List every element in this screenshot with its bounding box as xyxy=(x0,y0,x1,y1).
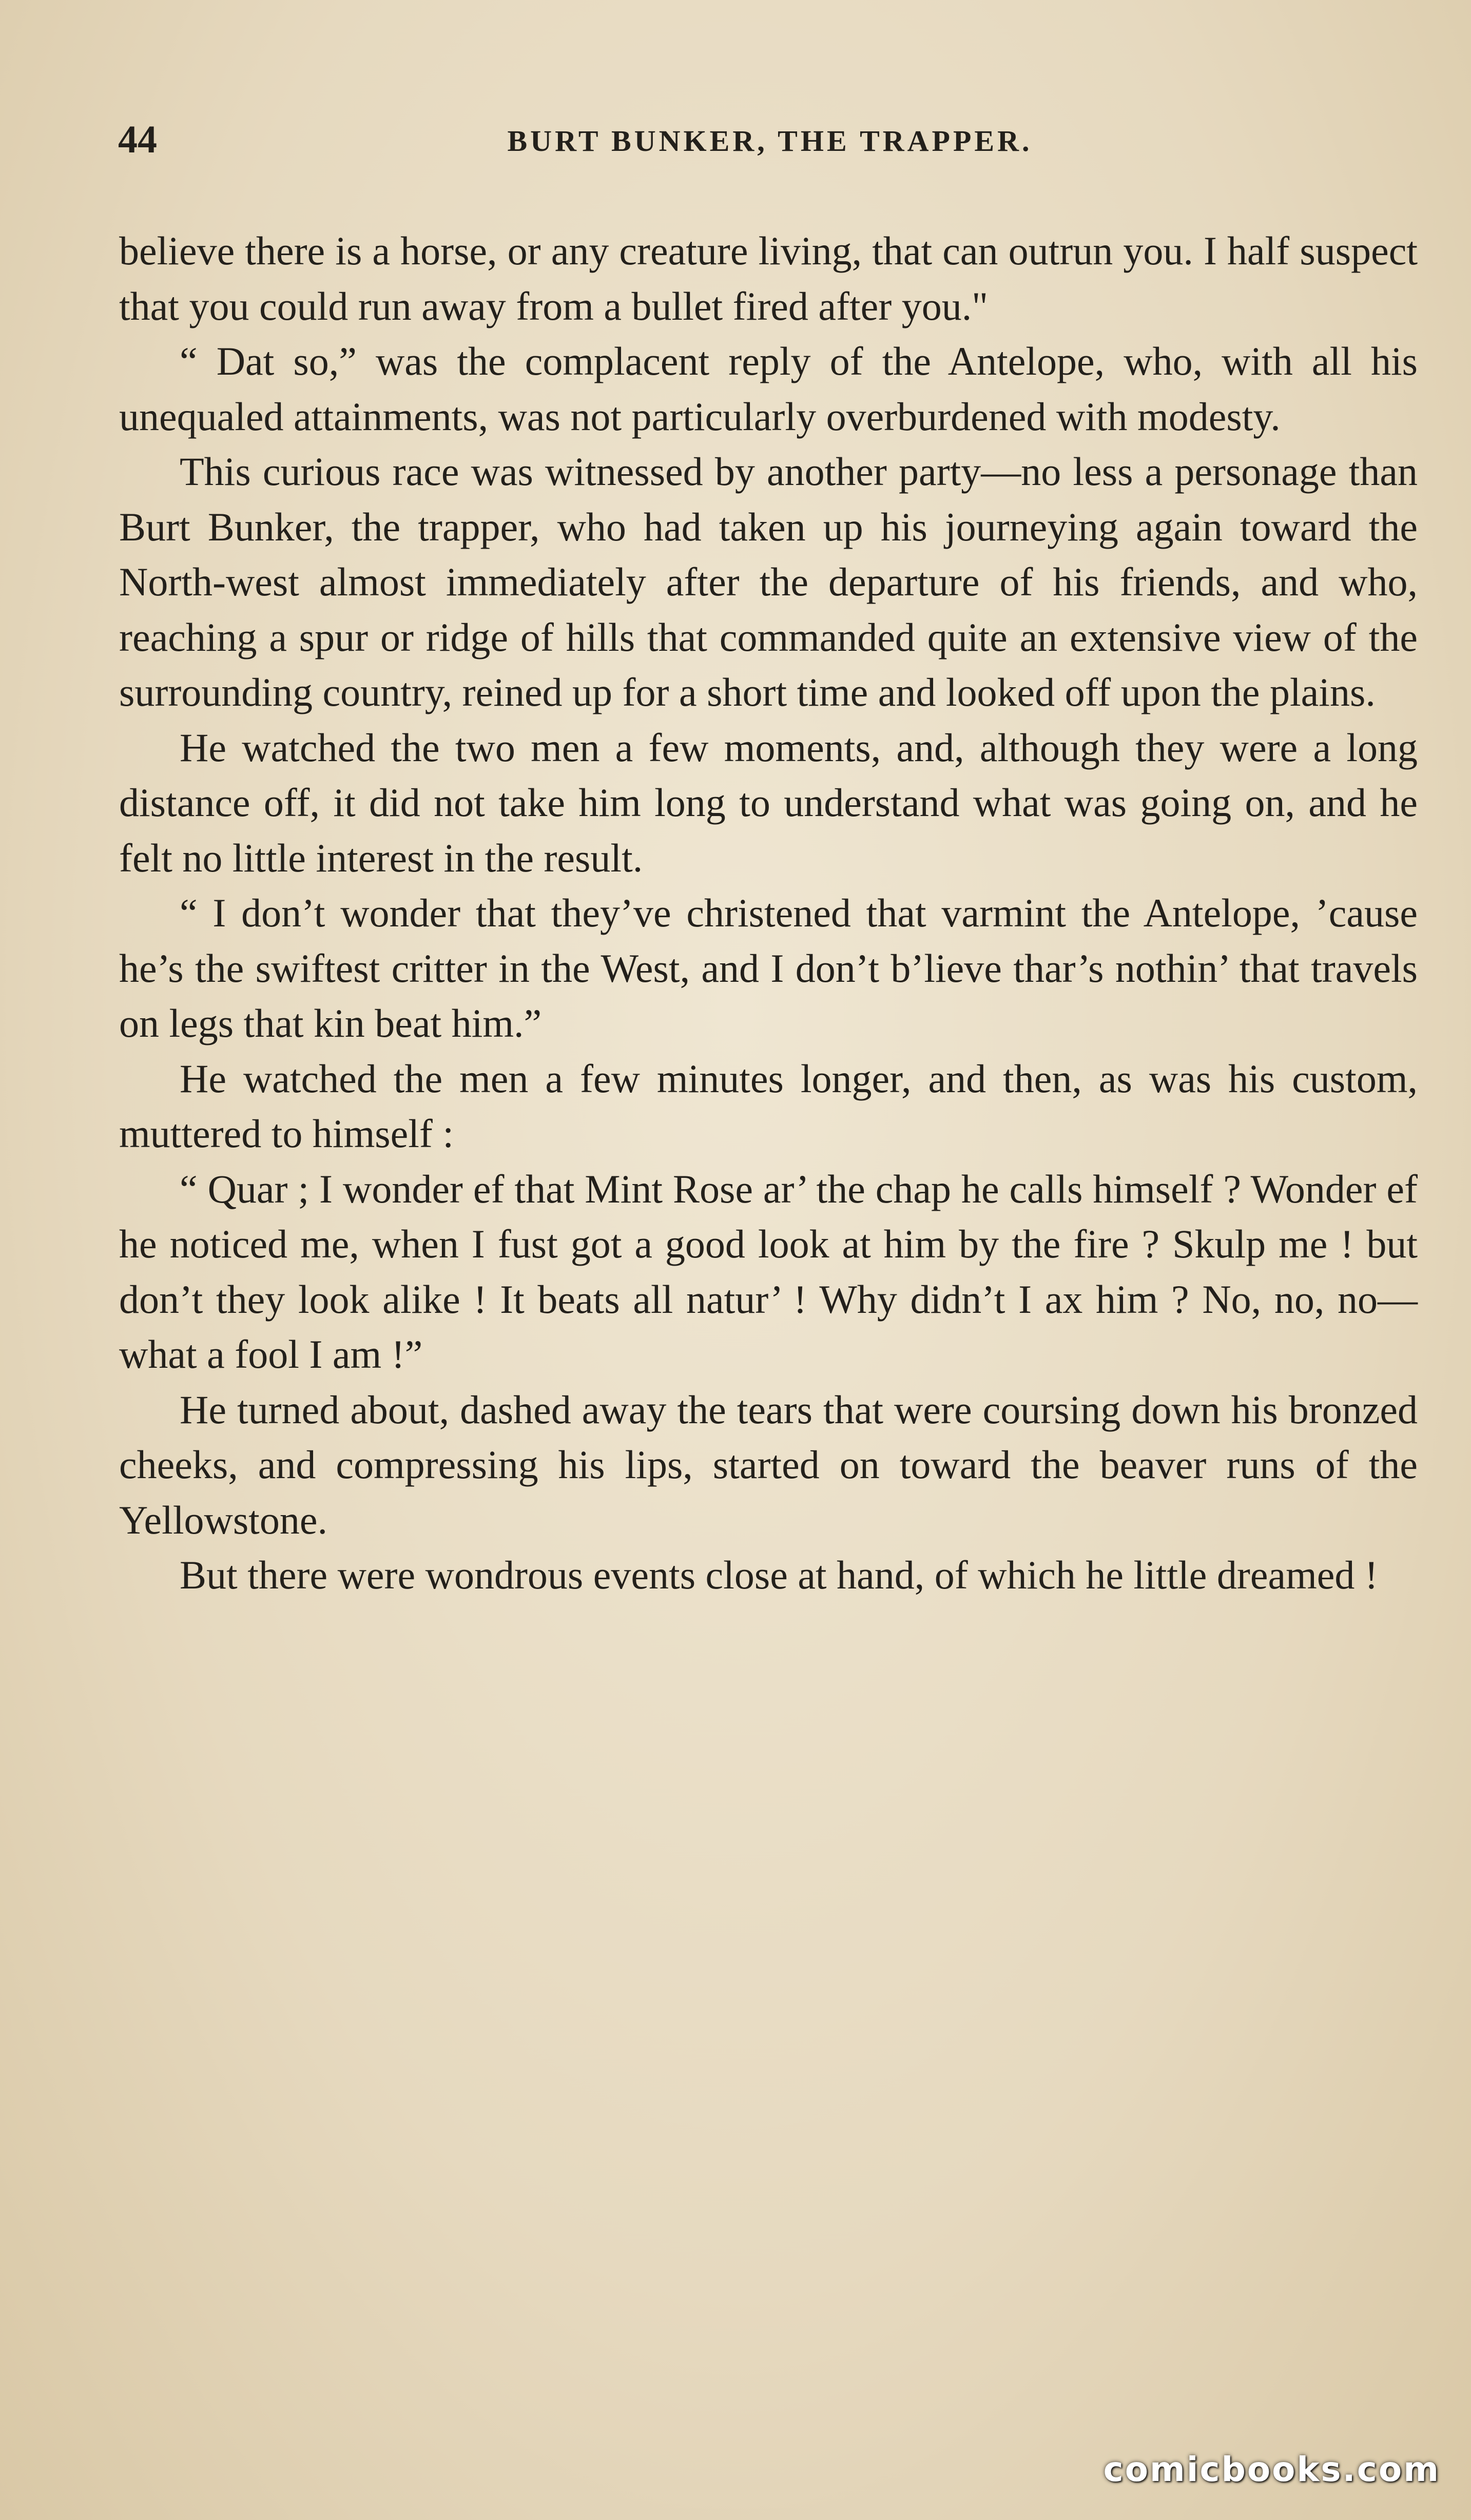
paragraph: He turned about, dashed away the tears that were coursing down his bronzed cheeks, and compressing his lips, started on toward the beaver runs of the Yellowstone. xyxy=(119,1387,1418,1542)
page-header xyxy=(118,114,1422,176)
running-head: BURT BUNKER, THE TRAPPER. xyxy=(507,124,1033,158)
paragraph: “ Quar ; I wonder ef that Mint Rose ar’ the chap he calls himself ? Wonder ef he noticed me, when I fust got a good look at him by the fire ? Skulp me ! but don’t they look alike ! It beats all natur’ ! Why didn’t I ax him ? No, no, no—what a fool I am !” xyxy=(119,1166,1418,1377)
page-number: 44 xyxy=(118,118,157,161)
paragraph: “ I don’t wonder that they’ve christened that varmint the Antelope, ’cause he’s the swiftest critter in the West, and I don’t b’lieve thar’s nothin’ that travels on legs that kin beat him.” xyxy=(119,890,1418,1045)
paragraph: “ Dat so,” was the complacent reply of the Antelope, who, with all his unequaled attainments, was not particularly overburdened with modesty. xyxy=(119,339,1418,439)
paragraph: believe there is a horse, or any creature living, that can outrun you. I half suspect that you could run away from a bullet fired after you." xyxy=(119,228,1418,328)
paragraph: This curious race was witnessed by another party—no less a personage than Burt Bunker, the trapper, who had taken up his journeying again toward the North-west almost immediately after the departure of his friends, and who, reaching a spur or ridge of hills that commanded quite an extensive view of the surrounding country, reined up for a short time and looked off upon the plains. xyxy=(119,449,1418,714)
paragraph: He watched the men a few minutes longer, and then, as was his custom, muttered to himself : xyxy=(119,1056,1418,1156)
body-text xyxy=(119,223,1418,1603)
paragraph: But there were wondrous events close at hand, of which he little dreamed ! xyxy=(180,1553,1378,1597)
watermark: comicbooks.com xyxy=(1103,2450,1440,2489)
paragraph: He watched the two men a few moments, and, although they were a long distance off, it did not take him long to understand what was going on, and he felt no little interest in the result. xyxy=(119,725,1418,880)
